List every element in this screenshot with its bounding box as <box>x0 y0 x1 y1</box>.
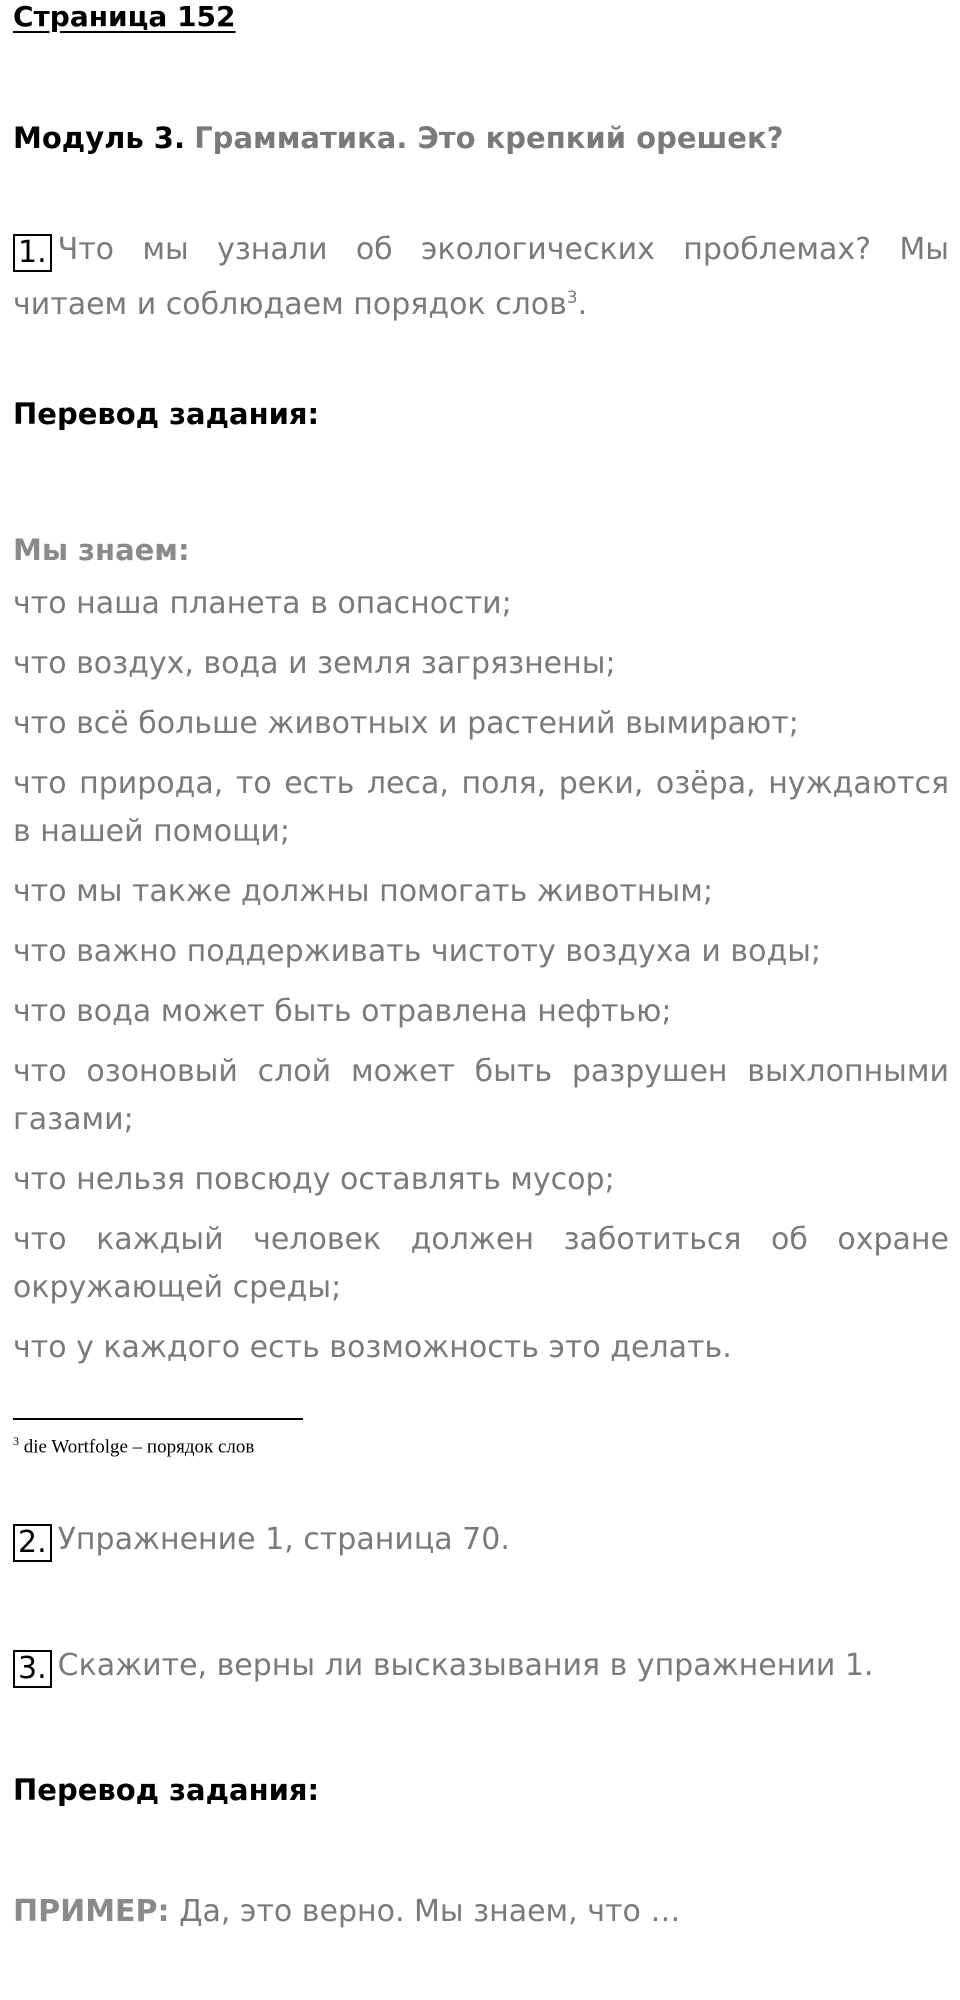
task-3-text: Скажите, верны ли высказывания в упражнении 1. <box>57 1648 874 1683</box>
footnote-divider <box>13 1418 303 1420</box>
task-2-number: 2. <box>13 1524 52 1562</box>
example-text: Да, это верно. Мы знаем, что … <box>169 1894 681 1929</box>
task-3 <box>13 1642 949 1690</box>
list-item: что воздух, вода и земля загрязнены; <box>13 646 616 681</box>
translation-heading-1: Перевод задания: <box>13 397 320 431</box>
page-title: Страница 152 <box>13 0 236 33</box>
list-item: что у каждого есть возможность это делать. <box>13 1330 732 1365</box>
we-know-heading: Мы знаем: <box>13 533 190 567</box>
task-1-text: Что мы узнали об экологических проблемах? Мы читаем и соблюдаем порядок слов <box>13 232 949 322</box>
task-3-number: 3. <box>13 1650 52 1688</box>
list-item: что важно поддерживать чистоту воздуха и воды; <box>13 934 821 969</box>
module-label: Модуль 3. <box>13 121 185 155</box>
task-1-end: . <box>577 287 588 322</box>
footnote-mark: 3 <box>13 1434 19 1448</box>
list-item: что мы также должны помогать животным; <box>13 874 713 909</box>
task-1 <box>13 226 949 329</box>
task-2 <box>13 1516 949 1564</box>
module-topic: Грамматика. Это крепкий орешек? <box>194 121 784 155</box>
list-item: что каждый человек должен заботиться об охране окружающей среды; <box>13 1222 949 1305</box>
task-2-text: Упражнение 1, страница 70. <box>57 1522 510 1557</box>
list-item: что природа, то есть леса, поля, реки, озёра, нуждаются в нашей помощи; <box>13 766 949 849</box>
we-know-list <box>13 580 949 1384</box>
translation-heading-2: Перевод задания: <box>13 1773 320 1807</box>
task-1-number: 1. <box>13 234 52 272</box>
list-item: что наша планета в опасности; <box>13 586 512 621</box>
list-item: что всё больше животных и растений вымирают; <box>13 706 799 741</box>
example-label: ПРИМЕР: <box>13 1894 170 1929</box>
footnote-text: die Wortfolge – порядок слов <box>19 1436 255 1458</box>
footnote <box>13 1428 254 1460</box>
list-item: что озоновый слой может быть разрушен выхлопными газами; <box>13 1054 949 1137</box>
footnote-reference: 3 <box>566 288 578 308</box>
list-item: что вода может быть отравлена нефтью; <box>13 994 672 1029</box>
list-item: что нельзя повсюду оставлять мусор; <box>13 1162 615 1197</box>
example <box>13 1890 680 1934</box>
module-heading <box>13 118 783 158</box>
